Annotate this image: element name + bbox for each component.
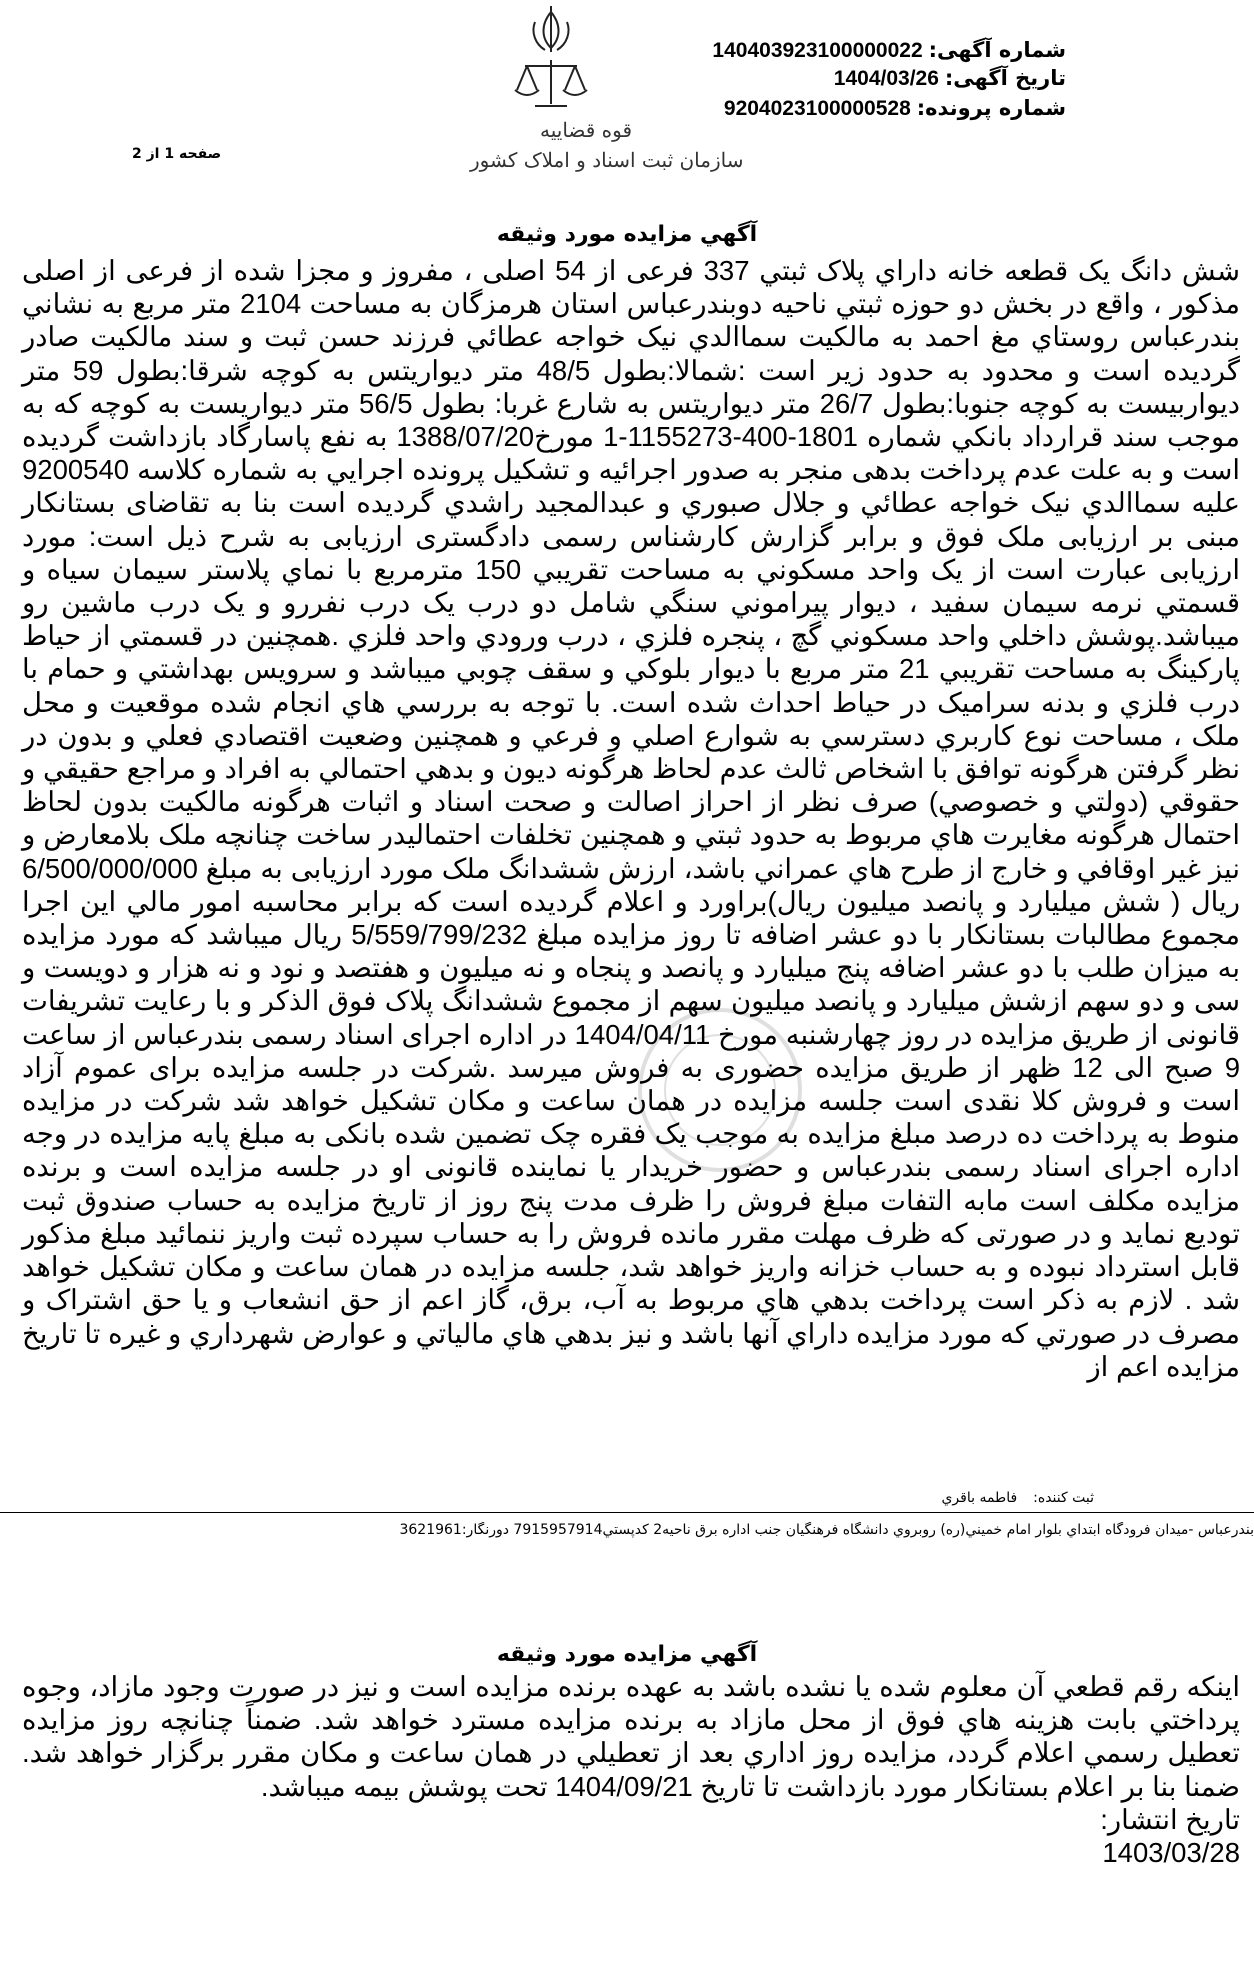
notice-body: شش دانگ يک قطعه خانه داراي پلاک ثبتي 337 فرعی از 54 اصلی ، مفروز و مجزا شده از فرعی از اصلی مذکور ، واقع در بخش دو حوزه ثبتي ناحيه دوبندرعباس استان هرمزگان به مساحت 2104 متر مربع به نشاني بندرعباس روستاي مغ احمد به مالکيت سماالدي نيک خواجه عطائي فرزند حسن ثبت و سند مالکيت صادر گرديده است و محدود به حدود زير است :شمالا:بطول 48/5 متر ديواريتس به کوچه شرقا:بطول 59 متر ديواربيست به کوچه جنوبا:بطول 26/7 متر ديواريتس به شارع غربا: بطول 56/5 متر ديواريست به کوچه که به موجب سند قرارداد بانکي شماره 1801-400-1155273-1 مورخ1388/07/20 به نفع پاسارگاد بازداشت گرديده است و به علت عدم پرداخت بدهی منجر به صدور اجرائيه و تشکيل پرونده اجرايي به شماره کلاسه 9200540 عليه سماالدي نيک خواجه عطائي و جلال صبوري و عبدالمجيد راشدي گرديده است بنا به تقاضای بستانکار مبنی بر ارزيابی ملک فوق و برابر گزارش کارشناس رسمی دادگستری ارزيابی به شرح ذيل است: مورد ارزيابی عبارت است از يک واحد مسکوني به مساحت تقريبي 150 مترمربع با نماي پلاستر سيمان سياه و قسمتي نرمه سيمان سفيد ، ديوار پيراموني سنگي شامل دو درب يک درب نفررو و يک درب ماشين رو ميباشد.پوشش داخلي واحد مسکوني گچ ، پنجره فلزي ، درب ورودي واحد فلزي .همچنين در قسمتي از حياط پارکينگ به مساحت تقريبي 21 متر مربع با ديوار بلوکي و سقف چوبي ميباشد و سرويس بهداشتي و حمام با درب فلزي و بدنه سراميک در حياط احداث شده است. با توجه به بررسي هاي انجام شده موقعيت و محل ملک ، مساحت نوع کاربري دسترسي به شوارع اصلي و فرعي و همچنين وضعيت اقتصادي فعلي و بدون در نظر گرفتن هرگونه توافق با اشخاص ثالث عدم لحاظ هرگونه ديون و بدهي احتمالي به افراد و مراجع حقيقي و حقوقي (دولتي و خصوصي) صرف نظر از احراز اصالت و صحت اسناد و اثبات هرگونه مالکيت بدون لحاظ احتمال هرگونه مغايرت هاي مربوط به حدود ثبتي و همچنين تخلفات احتماليدر ساخت چنانچه ملک بلامعارض و نيز غير اوقافي و خارج از طرح هاي عمراني باشد، ارزش ششدانگ ملک مورد ارزيابی به مبلغ 6/500/000/000 ريال ( شش ميلیارد و پانصد ميليون ريال)براورد و اعلام گرديده است که برابر محاسبه امور مالي اين اجرا مجموع مطالبات بستانکار با دو عشر اضافه تا روز مزايده مبلغ 5/559/799/232 ريال ميباشد که مورد مزايده به ميزان طلب با دو عشر اضافه پنج ميليارد و پانصد و پنجاه و نه ميليون و هفتصد و نود و نه هزار و دويست و سی و دو سهم ازشش ميليارد و پانصد ميليون سهم از مجموع ششدانگ پلاک فوق الذکر و با رعايت تشريفات قانونی از طريق مزايده در روز چهارشنبه مورخ 1404/04/11 در اداره اجرای اسناد رسمی بندرعباس از ساعت 9 صبح الی 12 ظهر از طريق مزايده حضوری به فروش ميرسد .شرکت در جلسه مزايده برای عموم آزاد است و فروش کلا نقدی است جلسه مزايده در همان ساعت و مکان تشکيل خواهد شد شرکت در مزايده منوط به پرداخت ده درصد مبلغ مزايده به موجب يک فقره چک تضمين شده بانکی به مبلغ پايه مزايده در وجه اداره اجرای اسناد رسمی بندرعباس و حضور خريدار يا نماينده قانونی او در جلسه مزايده است و برنده مزايده مکلف است مابه التفات مبلغ فروش را ظرف مدت پنج روز از تاريخ مزايده به حساب صندوق ثبت توديع نمايد و در صورتی که ظرف مهلت مقرر مانده فروش را به حساب سپرده ثبت واريز ننمائيد مبلغ مذکور قابل استرداد نبوده و به حساب خزانه واريز خواهد شد، جلسه مزايده در همان ساعت و مکان تشکيل خواهد شد . لازم به ذکر است پرداخت بدهي هاي مربوط به آب، برق، گاز اعم از حق انشعاب و يا حق اشتراک و مصرف در صورتي که مورد مزايده داراي آنها باشد و نيز بدهي هاي مالياتي و عوارض شهرداري و غيره تا تاريخ مزايده اعم از (22, 255, 1241, 1382)
case-number-row (724, 96, 1066, 121)
case-number: 9204023100000528 (723, 97, 911, 120)
org-name: سازمان ثبت اسناد و املاک کشور (470, 148, 744, 172)
page-indicator: صفحه 1 از 2 (132, 146, 222, 162)
footer-address: بندرعباس -ميدان فرودگاه ابتداي بلوار امام خميني(ره) روبروي دانشگاه فرهنگيان جنب اداره برق ناحيه2 کدپستي7915957914 دورنگار:3621961 (399, 1522, 1254, 1538)
pub-date-label: تاريخ انتشار: (1100, 1803, 1240, 1835)
notice-body-page2-text: اينکه رقم قطعي آن معلوم شده يا نشده باشد به عهده برنده مزايده است و نيز در صورت وجود مازاد، وجوه پرداختي بابت هزينه هاي فوق از محل مازاد به برنده مزايده مسترد خواهد شد. ضمناً چنانچه روز مزايده تعطيل رسمي اعلام گردد، مزايده روز اداري بعد از تعطيلي در همان ساعت و مکان مقرر برگزار خواهد شد. ضمنا بنا بر اعلام بستانکار مورد بازداشت تا تاريخ 1404/09/21 تحت پوشش بيمه ميباشد. (22, 1671, 1240, 1802)
notice-date-label: تاریخ آگهی: (944, 66, 1066, 90)
org-judiciary: قوه قضاییه (540, 118, 633, 142)
notice-number-label: شماره آگهی: (928, 38, 1066, 62)
watermark-seal-icon (630, 1000, 810, 1180)
notice-date: 1404/03/26 (833, 67, 939, 90)
registrar-label: ثبت کننده: (1033, 1490, 1094, 1506)
notice-date-row (834, 66, 1066, 91)
iran-emblem-icon (505, 4, 597, 124)
registrar-row (941, 1490, 1094, 1506)
notice-number: 140403923100000022 (712, 39, 923, 62)
notice-number-row (712, 38, 1066, 63)
notice-body-page2 (22, 1670, 1240, 1869)
notice-title-page2: آگهي مزايده مورد وثيقه (496, 1642, 758, 1667)
notice-title: آگهي مزايده مورد وثيقه (496, 222, 758, 247)
pub-date: 1403/03/28 (1102, 1837, 1240, 1869)
footer-divider (0, 1512, 1254, 1513)
case-number-label: شماره پرونده: (916, 96, 1066, 120)
registrar-name: فاطمه باقري (941, 1490, 1018, 1506)
